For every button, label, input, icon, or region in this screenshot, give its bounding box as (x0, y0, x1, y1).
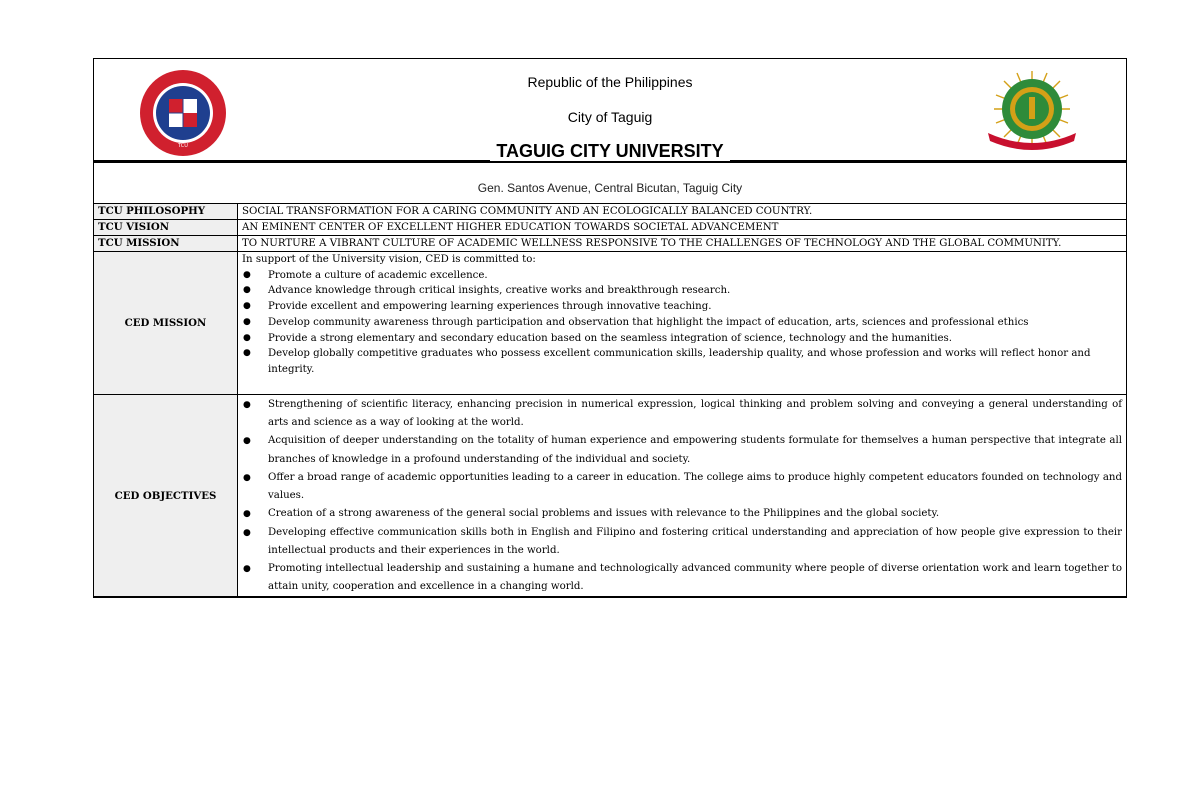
mission-list (242, 268, 1122, 379)
bullet-icon: ● (243, 509, 251, 520)
bullet-icon: ● (243, 348, 251, 359)
mission-intro: In support of the University vision, CED is committed to: (242, 254, 536, 265)
list-item: ● Provide a strong elementary and secondary education based on the seamless integration of science, technology and the humanities. (242, 331, 1122, 347)
row-label: CED OBJECTIVES (94, 395, 238, 597)
list-item: ● Promote a culture of academic excellence. (242, 268, 1122, 284)
table-row (94, 395, 1126, 597)
bullet-icon: ● (243, 563, 251, 574)
list-item: ● Develop globally competitive graduates who possess excellent communication skills, leadership quality, and whose profession and works will reflect honor and integrity. (243, 348, 1091, 376)
list-item: ● Offer a broad range of academic opportunities leading to a career in education. The college aims to produce highly competent educators founded on technology and values. (242, 469, 1122, 505)
bullet-icon: ● (243, 527, 251, 538)
bullet-icon: ● (243, 472, 251, 483)
table-row (94, 220, 1126, 236)
row-value: TO NURTURE A VIBRANT CULTURE OF ACADEMIC WELLNESS RESPONSIVE TO THE CHALLENGES OF TECHNOLOGY AND THE GLOBAL COMMUNITY. (238, 236, 1127, 252)
list-item: ● Advance knowledge through critical insights, creative works and breakthrough research. (242, 283, 1122, 299)
row-value: SOCIAL TRANSFORMATION FOR A CARING COMMUNITY AND AN ECOLOGICALLY BALANCED COUNTRY. (238, 204, 1127, 220)
ced-objectives-cell (238, 395, 1127, 597)
bullet-icon: ● (243, 285, 251, 296)
row-label: TCU MISSION (94, 236, 238, 252)
bullet-icon: ● (243, 301, 251, 312)
objectives-list (242, 396, 1122, 596)
list-item: ● Creation of a strong awareness of the general social problems and issues with relevance to the Philippines and the global society. (242, 505, 1122, 523)
list-item: ● Acquisition of deeper understanding on the totality of human experience and empowering students formulate for themselves a human perspective that integrate all branches of knowledge in a profound understanding of the individual and society. (242, 432, 1122, 468)
row-label: TCU VISION (94, 220, 238, 236)
ced-mission-cell (238, 252, 1127, 395)
list-item: ● Provide excellent and empowering learning experiences through innovative teaching. (242, 299, 1122, 315)
address-line: Gen. Santos Avenue, Central Bicutan, Taguig City (94, 163, 1126, 204)
row-label: CED MISSION (94, 252, 238, 395)
list-item: ● Strengthening of scientific literacy, enhancing precision in numerical expression, logical thinking and problem solving and conveying a general understanding of arts and science as a way of looking at the world. (242, 396, 1122, 432)
bullet-icon: ● (243, 316, 251, 327)
letterhead (94, 59, 1126, 161)
table-row (94, 252, 1126, 395)
table-row (94, 204, 1126, 220)
list-item: ● Develop community awareness through participation and observation that highlight the impact of education, arts, sciences and professional ethics (242, 315, 1122, 331)
table-row (94, 236, 1126, 252)
city-line: City of Taguig (567, 109, 653, 125)
bullet-icon: ● (243, 400, 251, 411)
list-item: ● Promoting intellectual leadership and sustaining a humane and technologically advanced community where people of diverse orientation work and learn together to attain unity, cooperation and excellence in a changing world. (242, 560, 1122, 596)
svg-text:TCU: TCU (178, 143, 188, 149)
info-table (94, 204, 1126, 597)
bullet-icon: ● (243, 269, 251, 280)
row-value: AN EMINENT CENTER OF EXCELLENT HIGHER EDUCATION TOWARDS SOCIETAL ADVANCEMENT (238, 220, 1127, 236)
bullet-icon: ● (243, 436, 251, 447)
university-title-text: TAGUIG CITY UNIVERSITY (490, 141, 729, 161)
document-page (93, 58, 1127, 598)
university-title (94, 141, 1126, 162)
bullet-icon: ● (243, 332, 251, 343)
list-item: ● Developing effective communication skills both in English and Filipino and fostering critical understanding and appreciation of how people give expression to their intellectual products and their experiences in the world. (242, 524, 1122, 560)
republic-line: Republic of the Philippines (527, 74, 693, 90)
row-label: TCU PHILOSOPHY (94, 204, 238, 220)
